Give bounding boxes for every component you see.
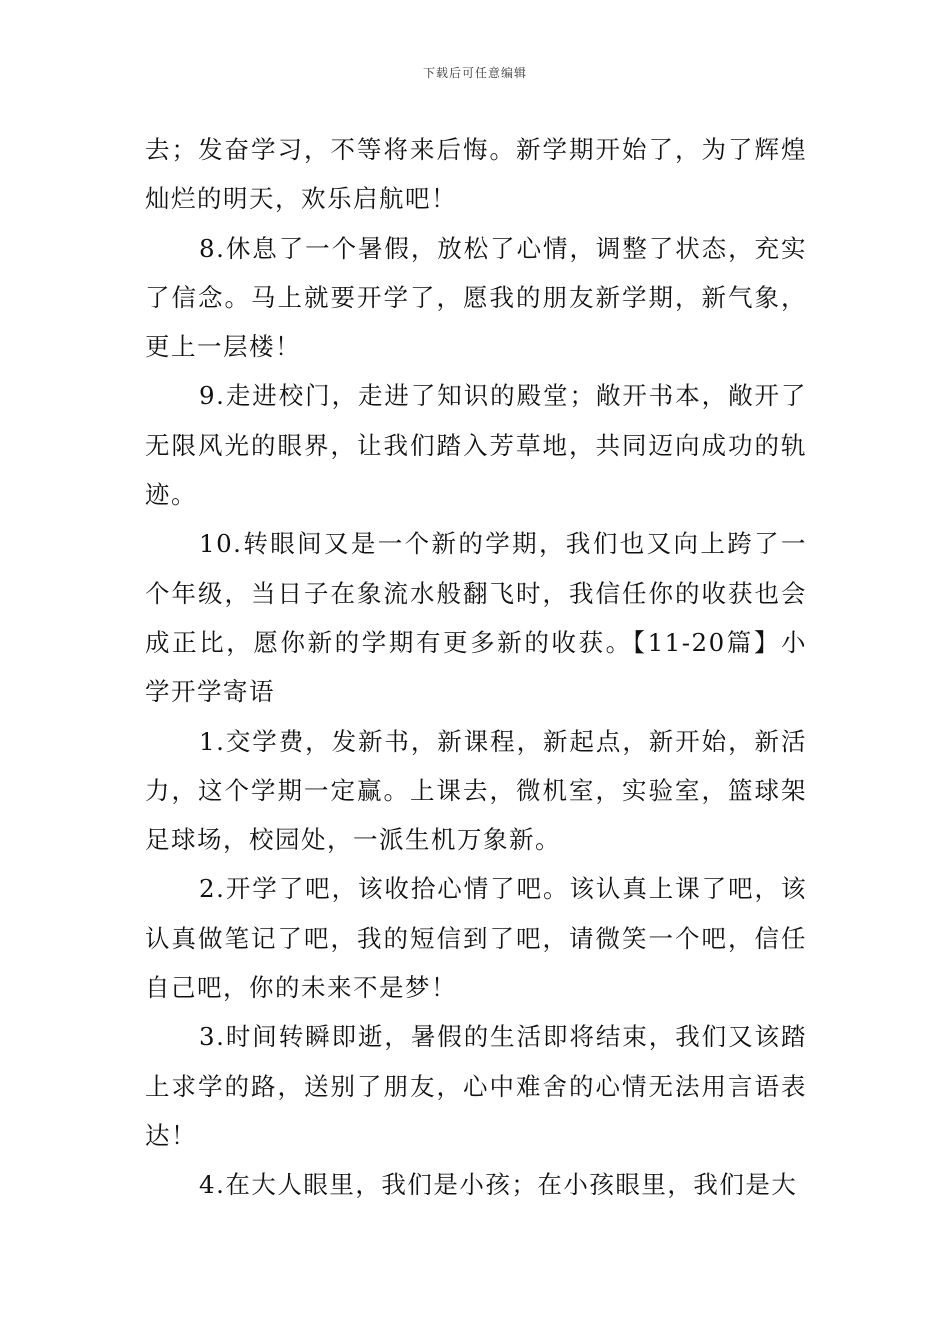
paragraph-item-3: 3.时间转瞬即逝，暑假的生活即将结束，我们又该踏上求学的路，送别了朋友，心中难舍的心情无法用言语表达！ <box>145 1022 807 1150</box>
page-header: 下载后可任意编辑 <box>422 66 527 80</box>
paragraph-item-9: 9.走进校门，走进了知识的殿堂；敞开书本，敞开了无限风光的眼界，让我们踏入芳草地，共同迈向成功的轨迹。 <box>145 381 807 510</box>
paragraph-item-10: 10.转眼间又是一个新的学期，我们也又向上跨了一个年级，当日子在象流水般翻飞时，我信任你的收获也会成正比，愿你新的学期有更多新的收获。【11-20篇】小学开学寄语 <box>145 529 807 707</box>
paragraph-continuation: 去；发奋学习，不等将来后悔。新学期开始了，为了辉煌灿烂的明天，欢乐启航吧！ <box>145 135 807 214</box>
paragraph-item-1: 1.交学费，发新书，新课程，新起点，新开始，新活力，这个学期一定赢。上课去，微机室，实验室，篮球架足球场，校园处，一派生机万象新。 <box>145 726 807 855</box>
paragraph-item-4: 4.在大人眼里，我们是小孩；在小孩眼里，我们是大 <box>199 1170 798 1200</box>
paragraph-item-2: 2.开学了吧，该收拾心情了吧。该认真上课了吧，该认真做笔记了吧，我的短信到了吧，请微笑一个吧，信任自己吧，你的未来不是梦！ <box>145 874 807 1003</box>
document-body <box>145 125 807 1210</box>
paragraph-item-8: 8.休息了一个暑假，放松了心情，调整了状态，充实了信念。马上就要开学了，愿我的朋友新学期，新气象，更上一层楼！ <box>145 233 807 362</box>
